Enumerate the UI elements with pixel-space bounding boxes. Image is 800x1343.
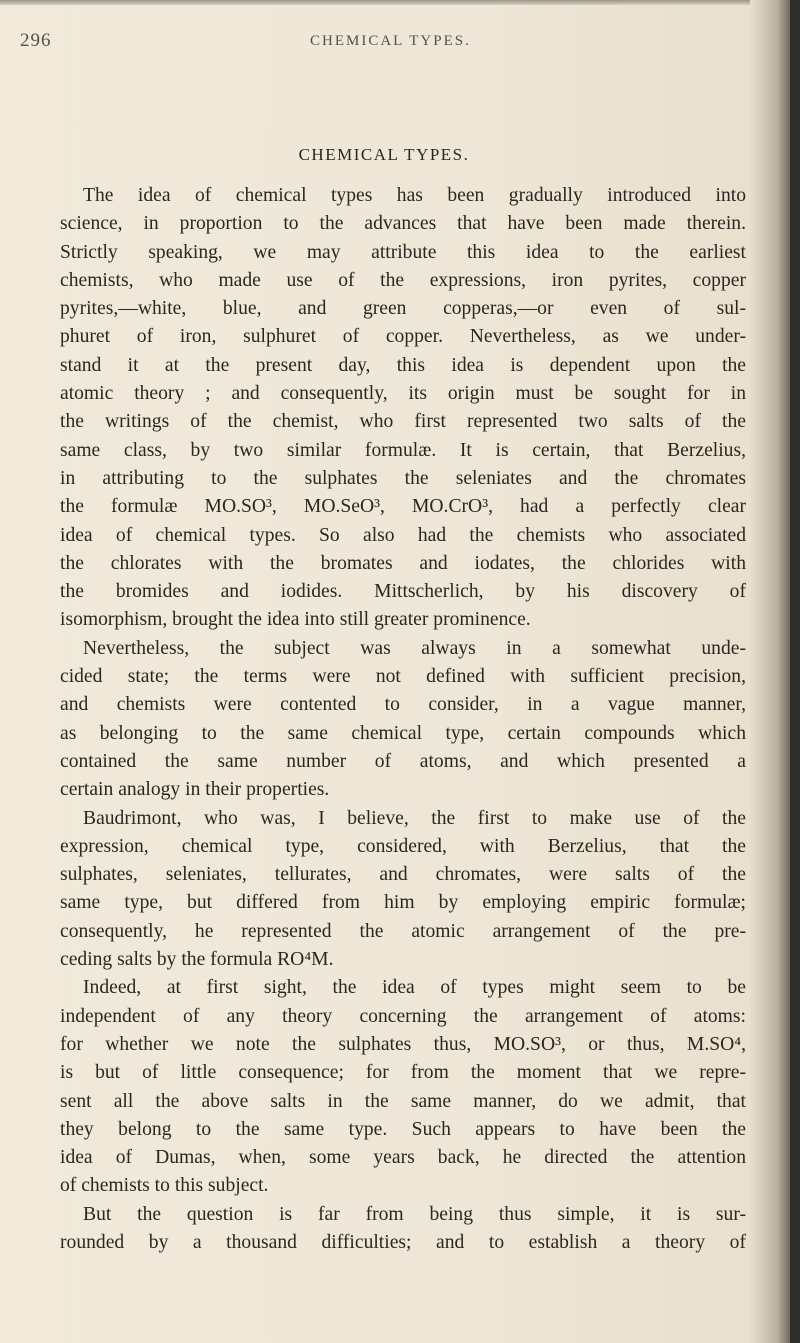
text-line: certain analogy in their properties. (60, 779, 330, 801)
body-text (60, 182, 746, 1257)
text-line: sent all the above salts in the same manner, do we admit, that (60, 1090, 746, 1112)
text-line: the bromides and iodides. Mittscherlich, by his discovery of (60, 581, 746, 603)
text-line: of chemists to this subject. (60, 1175, 269, 1197)
text-line: isomorphism, brought the idea into still greater prominence. (60, 609, 531, 631)
text-line: ceding salts by the formula RO⁴M. (60, 949, 334, 971)
text-line: But the question is far from being thus simple, it is sur- (83, 1203, 746, 1225)
text-line: same class, by two similar formulæ. It is certain, that Berzelius, (60, 439, 746, 461)
text-line: rounded by a thousand difficulties; and to establish a theory of (60, 1231, 746, 1253)
text-line: they belong to the same type. Such appears to have been the (60, 1118, 746, 1140)
text-line: the writings of the chemist, who first represented two salts of the (60, 411, 746, 433)
text-line: atomic theory ; and consequently, its origin must be sought for in (60, 383, 746, 405)
text-line: the formulæ MO.SO³, MO.SeO³, MO.CrO³, had a perfectly clear (60, 496, 746, 518)
text-line: phuret of iron, sulphuret of copper. Nevertheless, as we under- (60, 326, 746, 348)
text-line: Strictly speaking, we may attribute this idea to the earliest (60, 241, 746, 263)
text-line: is but of little consequence; for from the moment that we repre- (60, 1062, 746, 1084)
text-line: idea of chemical types. So also had the chemists who associated (60, 524, 746, 546)
section-title: CHEMICAL TYPES. (298, 145, 470, 164)
page-number: 296 (20, 30, 52, 51)
text-line: contained the same number of atoms, and which presented a (60, 750, 746, 772)
text-line: The idea of chemical types has been gradually introduced into (83, 185, 746, 206)
page-top-edge (0, 0, 800, 5)
text-line: pyrites,—white, blue, and green copperas,—or even of sul- (60, 298, 746, 320)
text-line: Nevertheless, the subject was always in a somewhat unde- (83, 637, 746, 659)
text-line: Baudrimont, who was, I believe, the first to make use of the (83, 807, 746, 829)
text-line: expression, chemical type, considered, with Berzelius, that the (60, 835, 746, 857)
text-line: in attributing to the sulphates the seleniates and the chromates (60, 467, 746, 489)
text-line: idea of Dumas, when, some years back, he directed the attention (60, 1147, 746, 1169)
text-line: Indeed, at first sight, the idea of types might seem to be (83, 977, 746, 999)
text-line: cided state; the terms were not defined with sufficient precision, (60, 666, 746, 688)
text-line: the chlorates with the bromates and iodates, the chlorides with (60, 552, 746, 574)
text-line: chemists, who made use of the expressions, iron pyrites, copper (60, 269, 746, 291)
book-spine-edge (790, 0, 800, 1343)
text-line: sulphates, seleniates, tellurates, and chromates, were salts of the (60, 864, 746, 886)
text-line: independent of any theory concerning the arrangement of atoms: (60, 1005, 746, 1027)
text-line: and chemists were contented to consider, in a vague manner, (60, 694, 746, 716)
text-line: science, in proportion to the advances that have been made therein. (60, 213, 746, 235)
text-line: same type, but differed from him by employing empiric formulæ; (60, 892, 746, 914)
text-line: consequently, he represented the atomic arrangement of the pre- (60, 920, 746, 942)
text-line: stand it at the present day, this idea is dependent upon the (60, 354, 746, 376)
text-line: for whether we note the sulphates thus, MO.SO³, or thus, M.SO⁴, (60, 1033, 746, 1055)
running-head: CHEMICAL TYPES. (310, 33, 471, 49)
text-line: as belonging to the same chemical type, certain compounds which (60, 722, 746, 744)
